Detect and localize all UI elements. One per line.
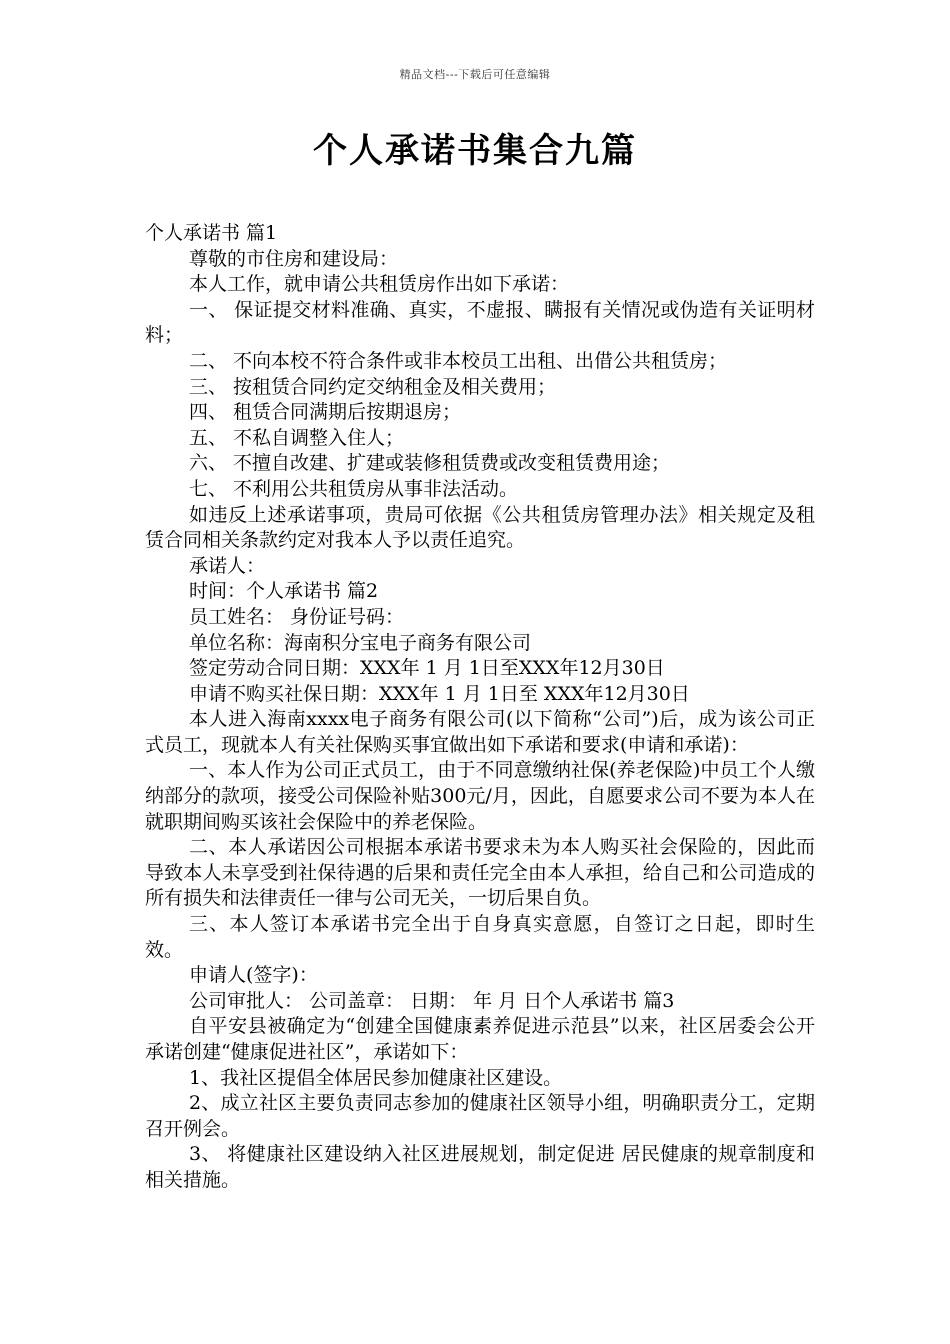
body-paragraph: 四、 租赁合同满期后按期退房； <box>189 401 462 424</box>
body-paragraph: 员工姓名： 身份证号码： <box>189 605 405 628</box>
section-heading: 个人承诺书 篇1 <box>145 222 278 244</box>
body-paragraph: 三、 按租赁合同约定交纳租金及相关费用； <box>189 375 557 398</box>
body-paragraph: 尊敬的市住房和建设局： <box>189 247 399 270</box>
document-title: 个人承诺书集合九篇 <box>313 131 637 171</box>
body-paragraph: 3、 将健康社区建设纳入社区进展规划，制定促进 居民健康的规章制度和相关措施。 <box>145 1143 815 1191</box>
body-paragraph: 如违反上述承诺事项，贵局可依据《公共租赁房管理办法》相关规定及租赁合同相关条款约定对我本人予以责任追究。 <box>145 503 815 552</box>
body-paragraph: 本人进入海南xxxx电子商务有限公司(以下简称“公司”)后，成为该公司正式员工，现就本人有关社保购买事宜做出如下承诺和要求(申请和承诺)： <box>145 708 815 756</box>
document-body <box>145 221 815 1194</box>
body-paragraph: 五、 不私自调整入住人； <box>189 426 405 449</box>
body-paragraph: 2、成立社区主要负责同志参加的健康社区领导小组，明确职责分工，定期召开例会。 <box>145 1092 815 1140</box>
body-paragraph: 申请不购买社保日期：XXX年 1 月 1日至 XXX年12月30日 <box>189 682 690 705</box>
body-paragraph: 自平安县被确定为“创建全国健康素养促进示范县”以来，社区居委会公开承诺创建“健康促进社区”，承诺如下： <box>145 1015 815 1063</box>
body-paragraph: 一、 保证提交材料准确、真实，不虚报、瞒报有关情况或伪造有关证明材料； <box>145 298 815 347</box>
body-paragraph: 时间：个人承诺书 篇2 <box>189 580 379 603</box>
body-paragraph: 六、 不擅自改建、扩建或装修租赁费或改变租赁费用途； <box>189 452 671 475</box>
body-paragraph: 单位名称：海南积分宝电子商务有限公司 <box>189 631 532 654</box>
body-paragraph: 二、本人承诺因公司根据本承诺书要求未为本人购买社会保险的，因此而导致本人未享受到社保待遇的后果和责任完全由本人承担，给自己和公司造成的所有损失和法律责任一律与公司无关，一切后果自负。 <box>145 836 815 910</box>
page-header-note: 精品文档---下载后可任意编辑 <box>399 68 551 81</box>
body-paragraph: 1、我社区提倡全体居民参加健康社区建设。 <box>189 1066 563 1089</box>
body-paragraph: 七、 不利用公共租赁房从事非法活动。 <box>189 477 519 500</box>
body-paragraph: 三、本人签订本承诺书完全出于自身真实意愿，自签订之日起，即时生效。 <box>145 913 815 961</box>
body-paragraph: 签定劳动合同日期：XXX年 1 月 1日至XXX年12月30日 <box>189 657 665 680</box>
body-paragraph: 二、 不向本校不符合条件或非本校员工出租、出借公共租赁房； <box>189 349 728 372</box>
body-paragraph: 公司审批人： 公司盖章： 日期： 年 月 日个人承诺书 篇3 <box>189 989 675 1012</box>
body-paragraph: 本人工作，就申请公共租赁房作出如下承诺： <box>189 273 570 296</box>
body-paragraph: 申请人(签字)： <box>189 964 318 987</box>
body-paragraph: 一、本人作为公司正式员工，由于不同意缴纳社保(养老保险)中员工个人缴纳部分的款项，接受公司保险补贴300元/月，因此，自愿要求公司不要为本人在就职期间购买该社会保险中的养老保险。 <box>145 759 815 833</box>
body-paragraph: 承诺人： <box>189 554 266 577</box>
